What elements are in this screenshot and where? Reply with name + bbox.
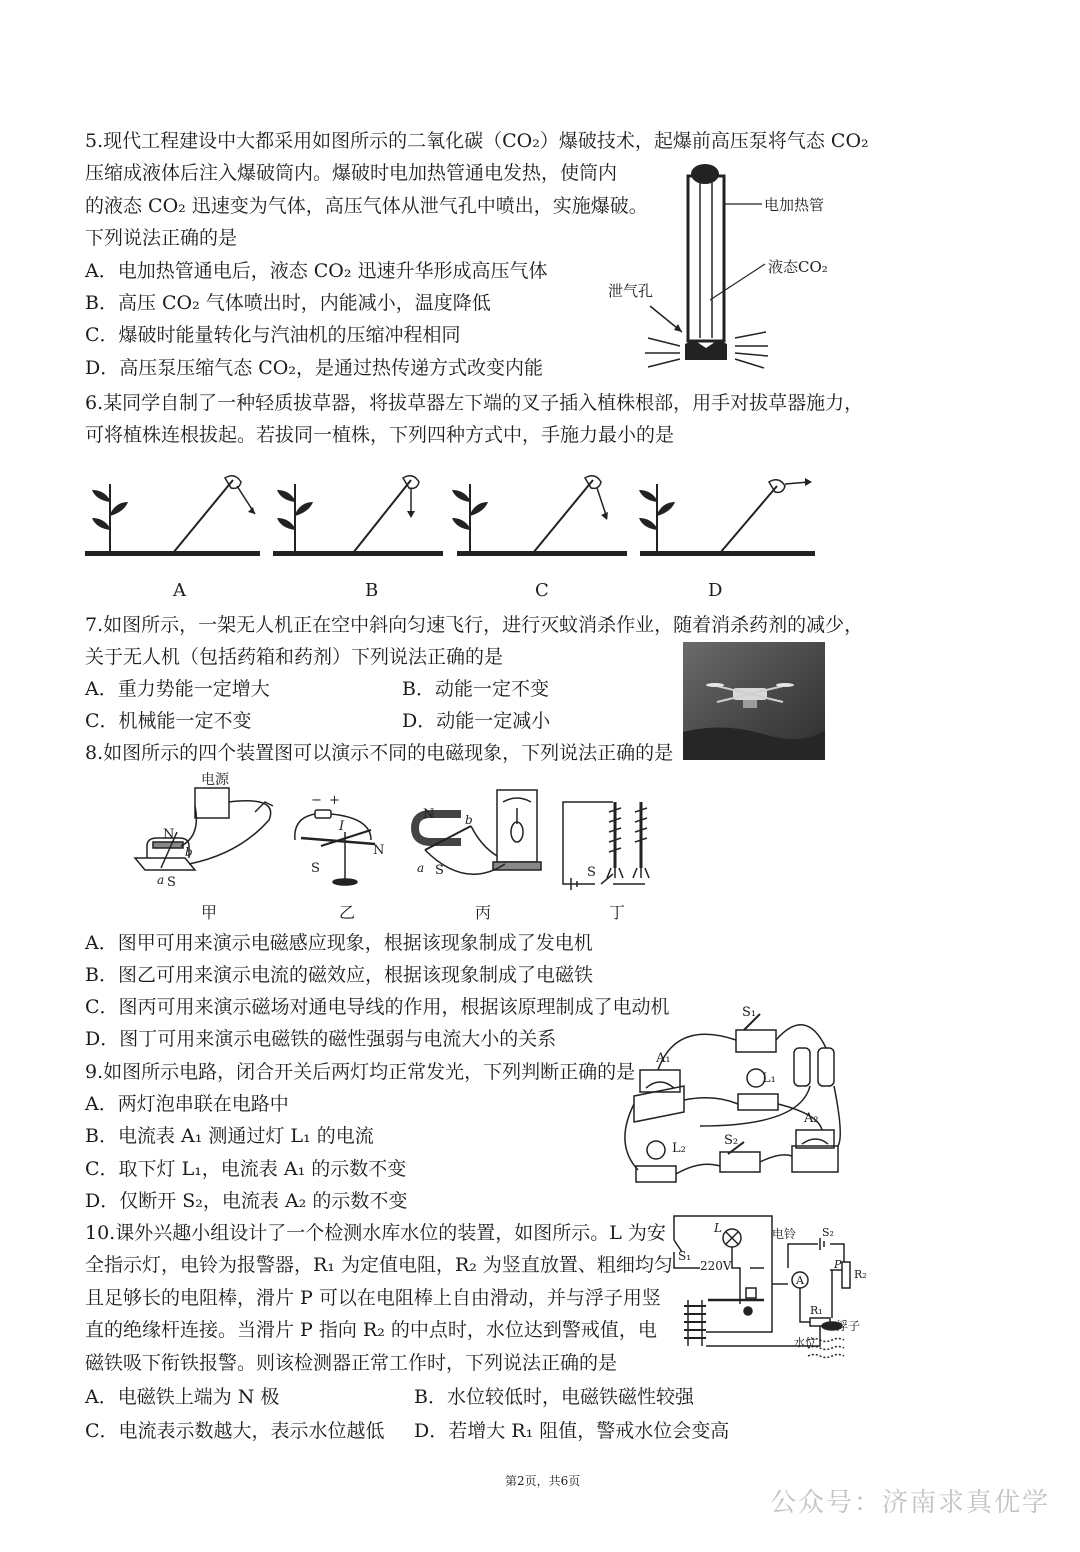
q10-stem-line-3: 且足够长的电阻棒，滑片 P 可以在电阻棒上自由滑动，并与浮子用竖: [85, 1287, 661, 1309]
q8-jia-n: N: [163, 827, 175, 842]
q5-label-liquid: 液态CO₂: [768, 258, 828, 276]
q8-option-c: C．图丙可用来演示磁场对通电导线的作用，根据该原理制成了电动机: [85, 996, 670, 1018]
q9-option-d: D．仅断开 S₂，电流表 A₂ 的示数不变: [85, 1190, 408, 1212]
q8-figure-yi: [295, 810, 375, 885]
q10-label-r2: R₂: [854, 1268, 867, 1281]
q6-stem-line-1: 6.某同学自制了一种轻质拔草器，将拔草器左下端的叉子插入植株根部，用手对拔草器施力，: [85, 392, 864, 414]
q7-stem-line-2: 关于无人机（包括药箱和药剂）下列说法正确的是: [85, 646, 504, 668]
q7-option-b: B．动能一定不变: [402, 678, 549, 700]
q5-option-d: D．高压泵压缩气态 CO₂，是通过热传递方式改变内能: [85, 357, 544, 379]
q8-yi-current: I: [339, 819, 345, 834]
q6-figure-c: [452, 476, 627, 601]
q9-option-b: B．电流表 A₁ 测通过灯 L₁ 的电流: [85, 1125, 374, 1147]
q9-label-s1: S₁: [742, 1005, 757, 1020]
q8-figure-ding: [563, 802, 649, 890]
page-footer: 第2页，共6页: [505, 1474, 581, 1488]
q10-label-ammeter: A: [796, 1274, 804, 1287]
q5-option-a: A．电加热管通电后，液态 CO₂ 迅速升华形成高压气体: [85, 260, 548, 282]
q10-label-float: 浮子: [836, 1319, 861, 1333]
q10-stem-line-2: 全指示灯，电铃为报警器，R₁ 为定值电阻，R₂ 为竖直放置、粗细均匀: [85, 1254, 673, 1276]
q10-label-s2: S₂: [822, 1226, 834, 1239]
q6-figure-a: [85, 476, 260, 601]
q10-option-a: A．电磁铁上端为 N 极: [85, 1386, 280, 1408]
q8-stem: 8.如图所示的四个装置图可以演示不同的电磁现象，下列说法正确的是: [85, 742, 674, 764]
q8-option-a: A．图甲可用来演示电磁感应现象，根据该现象制成了发电机: [85, 932, 593, 954]
q9-label-l1: L₁: [762, 1071, 776, 1086]
q8-figure-bing: [415, 790, 541, 874]
q8-bing-n: N: [423, 807, 435, 822]
q5-option-c: C．爆破时能量转化与汽油机的压缩冲程相同: [85, 324, 461, 346]
q10-label-s1: S₁: [678, 1249, 692, 1263]
q6-label-d: D: [708, 580, 723, 601]
q8-yi-s: S: [311, 861, 320, 876]
q10-option-b: B．水位较低时，电磁铁磁性较强: [414, 1386, 694, 1408]
q8-label-jia: 甲: [201, 903, 218, 922]
q8-yi-minus: −: [311, 793, 322, 808]
q8-electromagnetic-figures: [125, 772, 685, 924]
q9-option-a: A．两灯泡串联在电路中: [85, 1093, 289, 1115]
q8-bing-s: S: [435, 863, 444, 878]
q8-label-ding: 丁: [609, 903, 626, 922]
q7-stem-line-1: 7.如图所示，一架无人机正在空中斜向匀速飞行，进行灭蚊消杀作业，随着消杀药剂的减少，: [85, 614, 864, 636]
q9-option-c: C．取下灯 L₁，电流表 A₁ 的示数不变: [85, 1158, 407, 1180]
q8-figure-jia: [135, 788, 273, 870]
q8-yi-plus: +: [329, 793, 340, 808]
q6-figure-d: [639, 478, 815, 601]
q6-label-c: C: [535, 580, 549, 601]
q8-bing-b: b: [465, 813, 473, 827]
q5-option-b: B．高压 CO₂ 气体喷出时，内能减小，温度降低: [85, 292, 491, 314]
q5-label-heater: 电加热管: [764, 196, 825, 214]
q5-stem-line-1: 5.现代工程建设中大都采用如图所示的二氧化碳（CO₂）爆破技术，起爆前高压泵将气态 CO₂: [85, 130, 869, 152]
q10-water-level-circuit: [660, 1208, 870, 1388]
q8-label-yi: 乙: [339, 903, 356, 922]
q6-stem-line-2: 可将植株连根拔起。若拔同一植株，下列四种方式中，手施力最小的是: [85, 424, 675, 446]
q10-label-220v: 220V: [700, 1259, 732, 1273]
q5-blasting-tube-figure: [600, 160, 860, 375]
watermark: 公众号：济南求真优学: [770, 1488, 1051, 1518]
q5-stem-line-3: 的液态 CO₂ 迅速变为气体，高压气体从泄气孔中喷出，实施爆破。: [85, 195, 648, 217]
q10-label-bell: 电铃: [772, 1227, 797, 1241]
q10-option-c: C．电流表示数越大，表示水位越低: [85, 1420, 385, 1442]
q8-option-d: D．图丁可用来演示电磁铁的磁性强弱与电流大小的关系: [85, 1028, 557, 1050]
q6-figure-b: [273, 476, 443, 601]
q8-jia-a: a: [157, 873, 165, 887]
q7-option-a: A．重力势能一定增大: [85, 678, 270, 700]
q9-label-s2: S₂: [724, 1133, 739, 1148]
q8-jia-b: b: [185, 845, 193, 859]
q10-label-p: P: [834, 1258, 842, 1271]
q8-label-bing: 丙: [475, 903, 492, 922]
q8-option-b: B．图乙可用来演示电流的磁效应，根据该现象制成了电磁铁: [85, 964, 593, 986]
q6-label-a: A: [173, 580, 186, 601]
q10-stem-line-4: 直的绝缘杆连接。当滑片 P 指向 R₂ 的中点时，水位达到警戒值，电: [85, 1319, 657, 1341]
q6-weeder-figures: [85, 462, 825, 604]
q7-drone-photo: [683, 642, 825, 760]
q9-label-a1: A₁: [656, 1051, 671, 1066]
q5-stem-line-2: 压缩成液体后注入爆破筒内。爆破时电加热管通电发热，使筒内: [85, 162, 618, 184]
q6-label-b: B: [365, 580, 379, 601]
q10-stem-line-1: 10.课外兴趣小组设计了一个检测水库水位的装置，如图所示。L 为安: [85, 1222, 666, 1244]
q5-stem-line-4: 下列说法正确的是: [85, 227, 238, 249]
q10-stem-line-5: 磁铁吸下衔铁报警。则该检测器正常工作时，下列说法正确的是: [85, 1352, 618, 1374]
q9-label-l2: L₂: [672, 1141, 686, 1156]
q7-option-c: C．机械能一定不变: [85, 710, 252, 732]
q7-option-d: D．动能一定减小: [402, 710, 551, 732]
q8-yi-n: N: [373, 843, 385, 858]
q10-option-d: D．若增大 R₁ 阻值，警戒水位会变高: [414, 1420, 730, 1442]
q9-circuit-figure: [620, 1000, 860, 1200]
q10-label-r1: R₁: [810, 1304, 823, 1317]
q8-jia-power-label: 电源: [201, 772, 229, 788]
q9-label-a2: A₂: [804, 1111, 819, 1126]
q5-label-vent: 泄气孔: [608, 282, 654, 300]
q8-bing-a: a: [417, 861, 425, 875]
q9-stem: 9.如图所示电路，闭合开关后两灯均正常发光，下列判断正确的是: [85, 1061, 636, 1083]
q8-ding-s: S: [587, 865, 596, 880]
q8-jia-s: S: [167, 875, 176, 890]
q10-label-level: 水位: [794, 1336, 816, 1349]
q10-label-l: L: [714, 1221, 722, 1235]
